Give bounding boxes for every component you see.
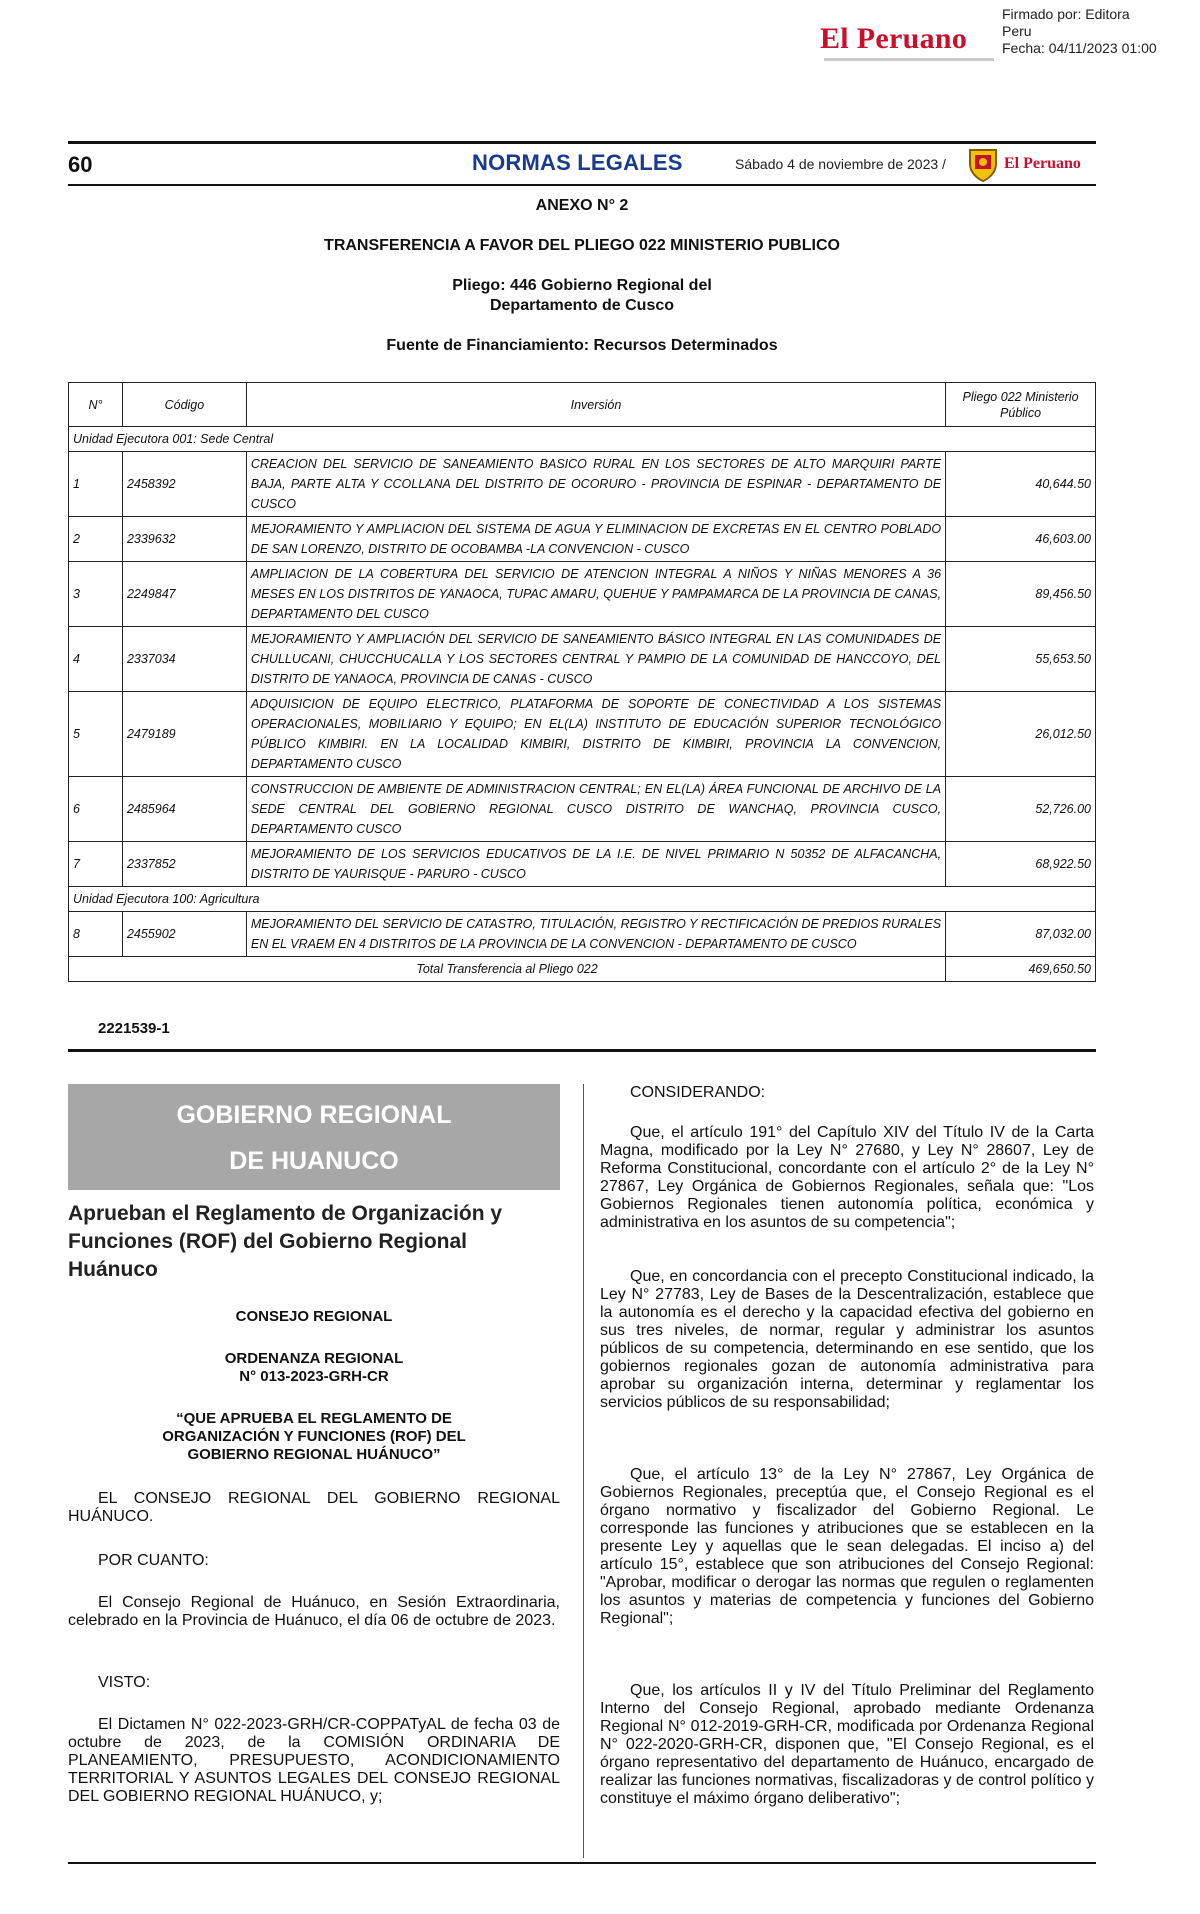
row-investment: ADQUISICION DE EQUIPO ELECTRICO, PLATAFORMA DE SOPORTE DE CONECTIVIDAD A LOS SISTEMAS OPERACIONALES, MOBILIARIO Y EQUIPO; EN EL(LA) INSTITUTO DE EDUCACIÓN SUPERIOR TECNOLÓGICO PÚBLICO KIMBIRI. EN LA LOCALIDAD KIMBIRI, DISTRITO DE KIMBIRI, PROVINCIA LA CONVENCION, DEPARTAMENTO CUSCO [246, 692, 945, 777]
body-paragraph: VISTO: [98, 1674, 151, 1691]
table-row [69, 842, 1096, 887]
column-header: N° [69, 383, 123, 427]
row-code: 2249847 [122, 562, 246, 627]
row-number: 8 [69, 912, 123, 957]
header-rule [68, 184, 1096, 186]
annex-transfer-title: TRANSFERENCIA A FAVOR DEL PLIEGO 022 MINISTERIO PUBLICO [324, 237, 840, 254]
total-amount: 469,650.50 [946, 957, 1096, 982]
body-paragraph: EL CONSEJO REGIONAL DEL GOBIERNO REGIONAL HUÁNUCO. [68, 1490, 560, 1525]
row-code: 2458392 [122, 452, 246, 517]
total-label: Total Transferencia al Pliego 022 [69, 957, 946, 982]
row-amount: 40,644.50 [946, 452, 1096, 517]
table-row [69, 912, 1096, 957]
banner-line: GOBIERNO REGIONAL [176, 1101, 452, 1129]
row-investment: MEJORAMIENTO Y AMPLIACIÓN DEL SERVICIO DE SANEAMIENTO BÁSICO INTEGRAL EN LAS COMUNIDADES DE CHULLUCANI, CHUCCHUCALLA Y LOS SECTORES CENTRAL Y PAMPIO DE LA COMUNIDAD DE HANCCOYO, DEL DISTRITO DE YANAOCA, PROVINCIA DE CANAS - CUSCO [246, 627, 945, 692]
total-row [69, 957, 1096, 982]
body-paragraph: Que, los artículos II y IV del Título Preliminar del Reglamento Interno del Consejo Regional, aprobado mediante Ordenanza Regional N° 012-2019-GRH-CR, modificada por Ordenanza Regional N° 022-2020-GRH-CR, disponen que, "El Consejo Regional, es el órgano representativo del departamento de Huánuco, encargado de realizar las funciones normativas, fiscalizadoras y de control político y constituye el máximo órgano deliberativo"; [600, 1682, 1094, 1807]
section-divider [68, 1049, 1096, 1052]
row-number: 1 [69, 452, 123, 517]
row-code: 2337852 [122, 842, 246, 887]
column-header: Inversión [246, 383, 945, 427]
row-code: 2479189 [122, 692, 246, 777]
body-paragraph: El Dictamen N° 022-2023-GRH/CR-COPPATyAL de fecha 03 de octubre de 2023, de la COMISIÓN ORDINARIA DE PLANEAMIENTO, PRESUPUESTO, ACONDICIONAMIENTO TERRITORIAL Y ASUNTOS LEGALES DEL CONSEJO REGIONAL DEL GOBIERNO REGIONAL HUÁNUCO, y; [68, 1716, 560, 1805]
banner-line: DE HUANUCO [229, 1147, 399, 1175]
row-investment: CONSTRUCCION DE AMBIENTE DE ADMINISTRACION CENTRAL; EN EL(LA) ÁREA FUNCIONAL DE ARCHIVO DE LA SEDE CENTRAL DEL GOBIERNO REGIONAL CUSCO DISTRITO DE WANCHAQ, PROVINCIA CUSCO, DEPARTAMENTO CUSCO [246, 777, 945, 842]
pliego-line-1: Pliego: 446 Gobierno Regional del [452, 277, 712, 294]
row-number: 6 [69, 777, 123, 842]
row-number: 4 [69, 627, 123, 692]
column-header: Código [122, 383, 246, 427]
annex-title: ANEXO N° 2 [535, 197, 629, 214]
unit-row [69, 887, 1096, 912]
body-paragraph: Que, en concordancia con el precepto Constitucional indicado, la Ley N° 27783, Ley de Bases de la Descentralización, establece que la autonomía es el derecho y la capacidad efectiva del gobierno en sus tres niveles, de normar, regular y administrar los asuntos públicos de su competencia, determinando en ese sentido, que los gobiernos regionales gozan de autonomía administrativa para aprobar su organización interna, determinar y reglamentar los servicios públicos de su responsabilidad; [600, 1268, 1094, 1411]
table-row [69, 562, 1096, 627]
row-amount: 55,653.50 [946, 627, 1096, 692]
unit-label: Unidad Ejecutora 001: Sede Central [69, 427, 1096, 452]
row-amount: 52,726.00 [946, 777, 1096, 842]
table-row [69, 777, 1096, 842]
row-amount: 87,032.00 [946, 912, 1096, 957]
ordinance-summary: Aprueban el Reglamento de Organización y Funciones (ROF) del Gobierno Regional Huánuco [68, 1202, 503, 1281]
row-number: 7 [69, 842, 123, 887]
ordinance-number-line-1: ORDENANZA REGIONAL [224, 1350, 404, 1367]
pliego-line-2: Departamento de Cusco [489, 297, 675, 314]
table-row [69, 692, 1096, 777]
body-paragraph: Que, el artículo 13° de la Ley N° 27867, Ley Orgánica de Gobiernos Regionales, preceptúa que, el Consejo Regional es el órgano normativo y fiscalizador del Gobierno Regional. Le corresponde las funciones y atribuciones que se establecen en la presente Ley y aquellas que le sean delegadas. El inciso a) del artículo 15°, establece que son atribuciones del Consejo Regional: "Aprobar, modificar o derogar las normas que regulen o reglamenten los asuntos y materias de competencia y funciones del Gobierno Regional"; [600, 1466, 1094, 1627]
document-id: 2221539-1 [98, 1020, 170, 1037]
table-row [69, 452, 1096, 517]
logo-underline [824, 58, 994, 61]
page-number: 60 [68, 152, 93, 177]
table-row [69, 517, 1096, 562]
stamp-line: Firmado por: Editora [1002, 6, 1130, 22]
header-brand: El Peruano [1004, 155, 1081, 172]
unit-label: Unidad Ejecutora 100: Agricultura [69, 887, 1096, 912]
body-paragraph: POR CUANTO: [98, 1552, 209, 1569]
stamp-line: Fecha: 04/11/2023 01:00 [1002, 40, 1157, 56]
row-number: 2 [69, 517, 123, 562]
row-amount: 46,603.00 [946, 517, 1096, 562]
funding-source: Fuente de Financiamiento: Recursos Determinados [386, 337, 778, 354]
body-paragraph: Que, el artículo 191° del Capítulo XIV del Título IV de la Carta Magna, modificado por la Ley N° 27680, y Ley N° 28607, Ley de Reforma Constitucional, concordante con el artículo 2° de la Ley N° 27867, Ley Orgánica de Gobiernos Regionales, señala que: "Los Gobiernos Regionales tienen autonomía política, económica y administrativa en los asuntos de su competencia"; [600, 1124, 1094, 1231]
row-code: 2485964 [122, 777, 246, 842]
ordinance-quote-line: GOBIERNO REGIONAL HUÁNUCO” [187, 1446, 441, 1463]
row-code: 2455902 [122, 912, 246, 957]
footer-rule [68, 1862, 1096, 1864]
el-peruano-logo: El Peruano [820, 22, 967, 56]
considerando-heading: CONSIDERANDO: [630, 1084, 766, 1101]
column-header: Pliego 022 Ministerio Público [946, 383, 1096, 427]
stamp-line: Peru [1002, 23, 1032, 39]
row-code: 2337034 [122, 627, 246, 692]
row-investment: MEJORAMIENTO DE LOS SERVICIOS EDUCATIVOS DE LA I.E. DE NIVEL PRIMARIO N 50352 DE ALFACANCHA, DISTRITO DE YAURISQUE - PARURO - CUSCO [246, 842, 945, 887]
table-row [69, 627, 1096, 692]
column-divider [583, 1084, 584, 1858]
body-paragraph: El Consejo Regional de Huánuco, en Sesión Extraordinaria, celebrado en la Provincia de Huánuco, el día 06 de octubre de 2023. [68, 1594, 560, 1629]
row-amount: 26,012.50 [946, 692, 1096, 777]
ordinance-quote-line: “QUE APRUEBA EL REGLAMENTO DE [176, 1410, 452, 1427]
council-heading: CONSEJO REGIONAL [235, 1308, 393, 1325]
row-code: 2339632 [122, 517, 246, 562]
row-amount: 89,456.50 [946, 562, 1096, 627]
table-header-row [69, 383, 1096, 427]
header-date: Sábado 4 de noviembre de 2023 / [735, 156, 946, 172]
header-rule [68, 141, 1096, 144]
row-investment: MEJORAMIENTO Y AMPLIACION DEL SISTEMA DE AGUA Y ELIMINACION DE EXCRETAS EN EL CENTRO POBLADO DE SAN LORENZO, DISTRITO DE OCOBAMBA -LA CONVENCION - CUSCO [246, 517, 945, 562]
coat-of-arms-icon [966, 146, 1000, 182]
row-number: 3 [69, 562, 123, 627]
row-number: 5 [69, 692, 123, 777]
row-investment: AMPLIACION DE LA COBERTURA DEL SERVICIO DE ATENCION INTEGRAL A NIÑOS Y NIÑAS MENORES A 36 MESES EN LOS DISTRITOS DE YANAOCA, TUPAC AMARU, QUEHUE Y PAMPAMARCA DE LA PROVINCIA DE CANAS, DEPARTAMENTO DEL CUSCO [246, 562, 945, 627]
row-investment: CREACION DEL SERVICIO DE SANEAMIENTO BASICO RURAL EN LOS SECTORES DE ALTO MARQUIRI PARTE BAJA, PARTE ALTA Y CCOLLANA DEL DISTRITO DE OCORURO - PROVINCIA DE ESPINAR - DEPARTAMENTO DE CUSCO [246, 452, 945, 517]
row-investment: MEJORAMIENTO DEL SERVICIO DE CATASTRO, TITULACIÓN, REGISTRO Y RECTIFICACIÓN DE PREDIOS RURALES EN EL VRAEM EN 4 DISTRITOS DE LA PROVINCIA DE LA CONVENCION - DEPARTAMENTO DE CUSCO [246, 912, 945, 957]
ordinance-number-line-2: N° 013-2023-GRH-CR [239, 1368, 389, 1385]
digital-signature-stamp [1002, 6, 1157, 57]
transfer-table [68, 382, 1096, 982]
unit-row [69, 427, 1096, 452]
section-title: NORMAS LEGALES [472, 150, 683, 175]
ordinance-quote-line: ORGANIZACIÓN Y FUNCIONES (ROF) DEL [162, 1428, 466, 1445]
region-banner [68, 1084, 560, 1190]
row-amount: 68,922.50 [946, 842, 1096, 887]
